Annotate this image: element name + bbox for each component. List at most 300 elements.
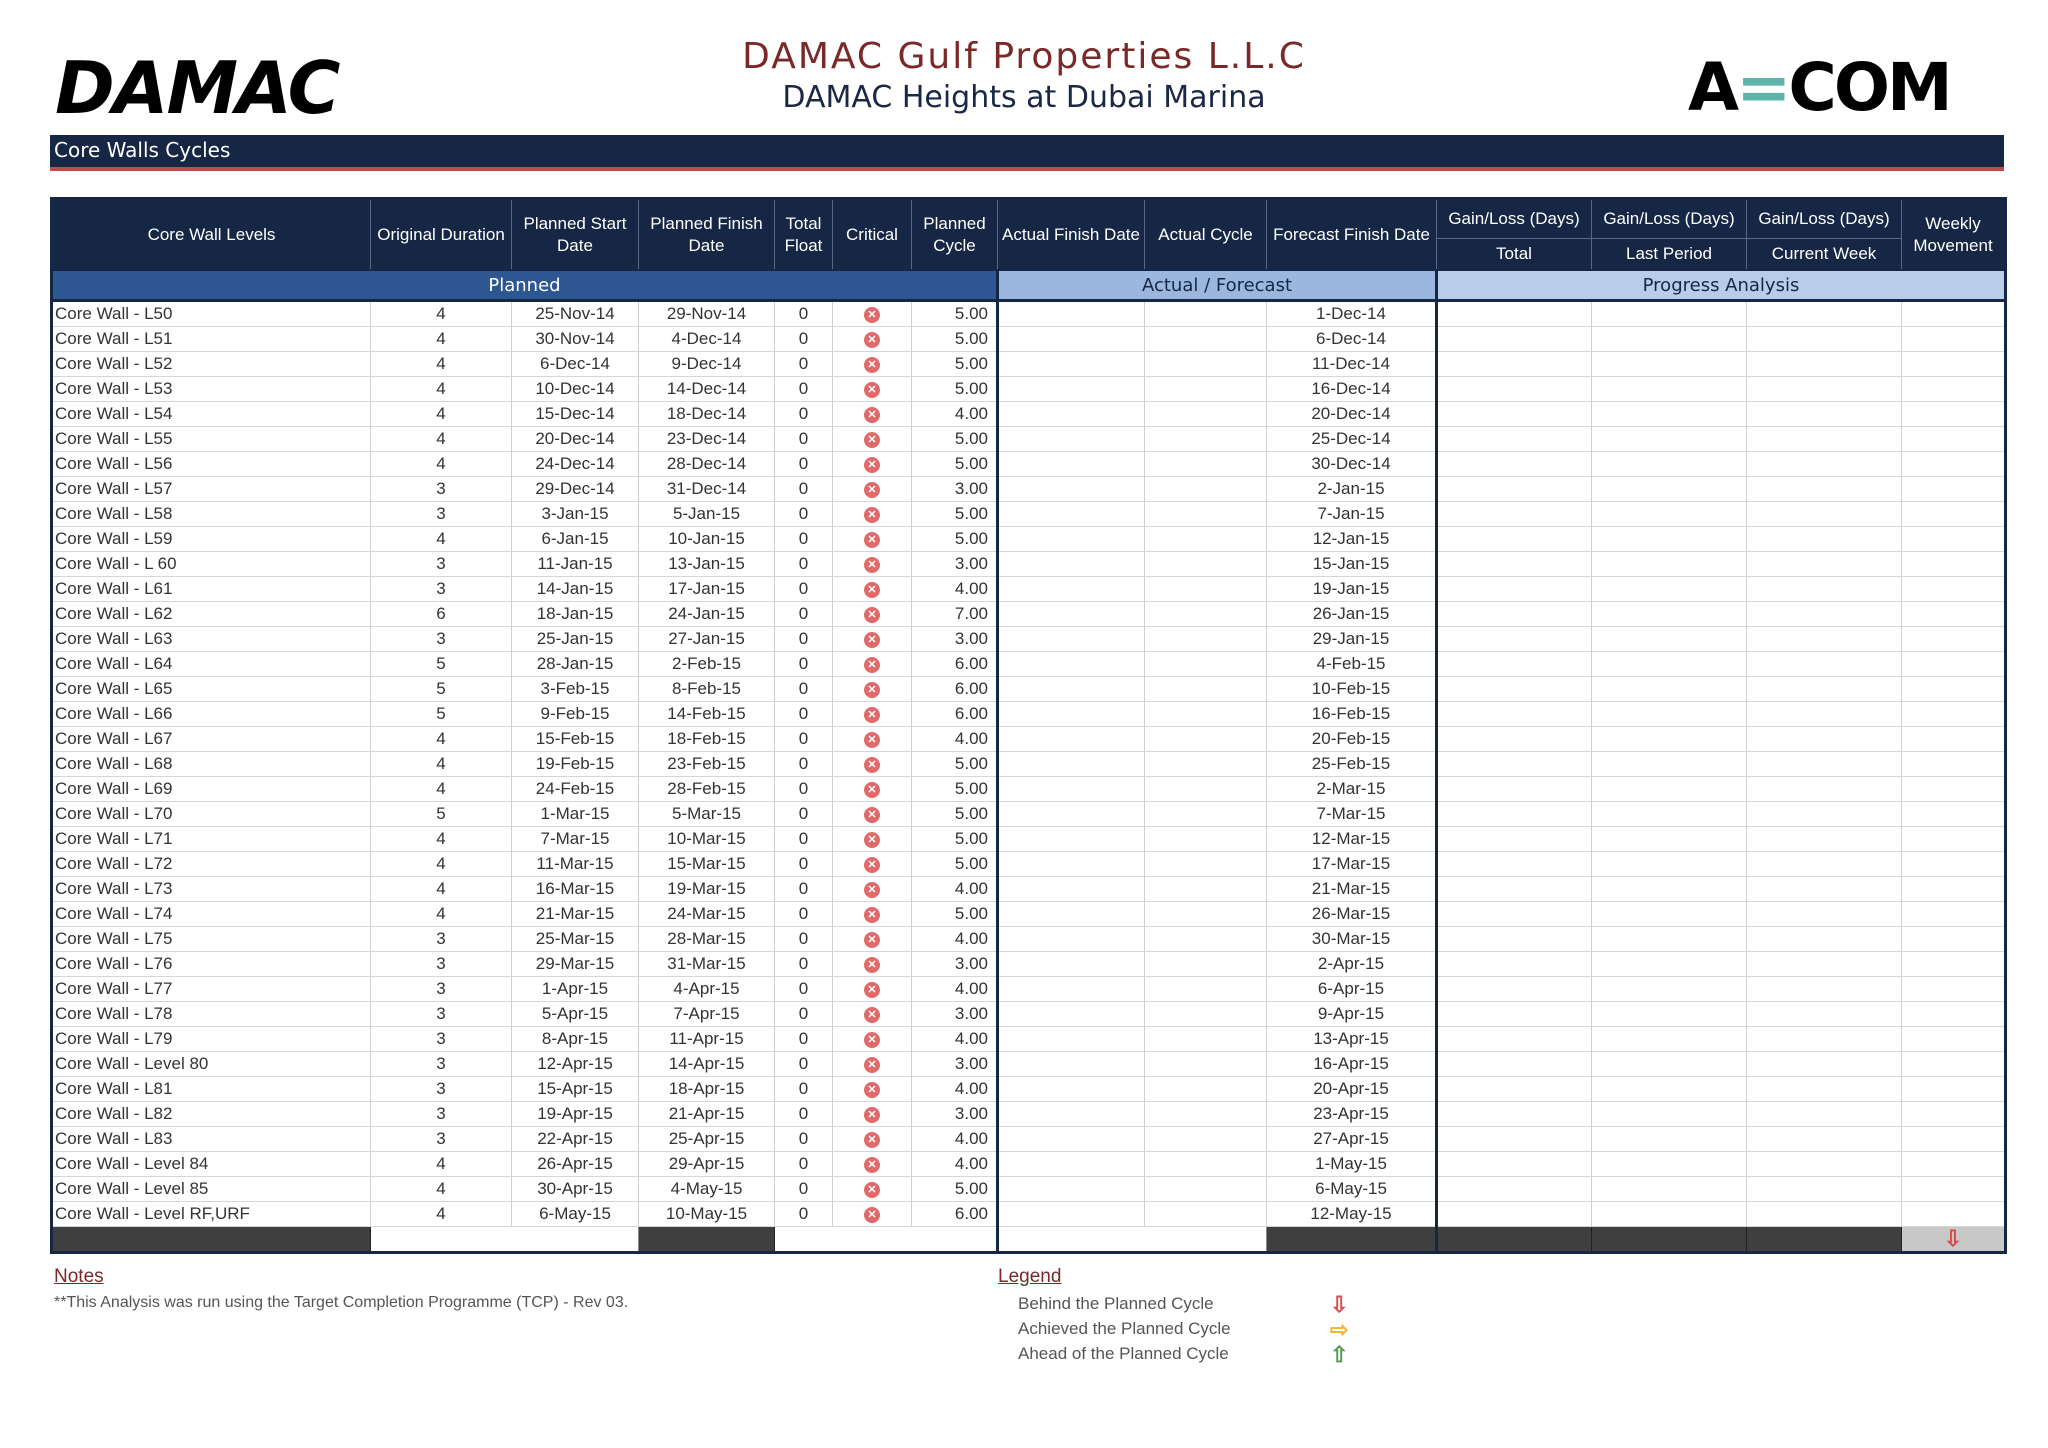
cell-gain-loss-total: [1437, 377, 1592, 402]
cell-level: Core Wall - L74: [52, 902, 371, 927]
table-row: [52, 577, 2006, 602]
company-name: DAMAC Gulf Properties L.L.C: [742, 36, 1306, 77]
cell-original-duration: 4: [371, 452, 512, 477]
cell-actual-finish: [998, 777, 1145, 802]
footer-cell: [1437, 1227, 1592, 1253]
cell-level: Core Wall - L78: [52, 1002, 371, 1027]
cell-gain-loss-last-period: [1592, 677, 1747, 702]
cell-gain-loss-last-period: [1592, 377, 1747, 402]
cell-actual-finish: [998, 502, 1145, 527]
cell-gain-loss-total: [1437, 602, 1592, 627]
cell-gain-loss-total: [1437, 577, 1592, 602]
cell-actual-cycle: [1145, 1027, 1267, 1052]
cell-total-float: 0: [775, 602, 833, 627]
x-circle-icon: ✕: [864, 482, 880, 498]
cell-gain-loss-last-period: [1592, 652, 1747, 677]
cell-level: Core Wall - L81: [52, 1077, 371, 1102]
cell-forecast-finish: 26-Mar-15: [1267, 902, 1437, 927]
cell-actual-finish: [998, 402, 1145, 427]
cell-gain-loss-total: [1437, 1177, 1592, 1202]
cell-gain-loss-current-week: [1747, 627, 1902, 652]
cell-gain-loss-total: [1437, 927, 1592, 952]
cell-planned-finish: 10-Jan-15: [639, 527, 775, 552]
x-circle-icon: ✕: [864, 632, 880, 648]
table-row: [52, 1152, 2006, 1177]
cell-gain-loss-current-week: [1747, 1177, 1902, 1202]
cell-planned-cycle: 5.00: [912, 427, 998, 452]
cell-planned-finish: 18-Apr-15: [639, 1077, 775, 1102]
cell-total-float: 0: [775, 327, 833, 352]
cell-weekly-movement: [1902, 952, 2006, 977]
cell-actual-finish: [998, 902, 1145, 927]
footer-cell: [1747, 1227, 1902, 1253]
group-planned: Planned: [52, 270, 998, 301]
cell-original-duration: 3: [371, 1027, 512, 1052]
table-body: [52, 301, 2006, 1227]
cell-planned-start: 22-Apr-15: [512, 1127, 639, 1152]
cell-actual-cycle: [1145, 377, 1267, 402]
cell-gain-loss-last-period: [1592, 927, 1747, 952]
cell-total-float: 0: [775, 477, 833, 502]
cell-planned-finish: 21-Apr-15: [639, 1102, 775, 1127]
cell-planned-cycle: 3.00: [912, 1052, 998, 1077]
cell-planned-start: 3-Feb-15: [512, 677, 639, 702]
cell-planned-finish: 10-May-15: [639, 1202, 775, 1227]
cell-weekly-movement: [1902, 927, 2006, 952]
cell-actual-finish: [998, 802, 1145, 827]
cell-gain-loss-total: [1437, 877, 1592, 902]
cell-planned-finish: 23-Feb-15: [639, 752, 775, 777]
project-name: DAMAC Heights at Dubai Marina: [782, 80, 1266, 115]
table-row: [52, 301, 2006, 327]
cell-critical: [833, 902, 912, 927]
cell-planned-cycle: 7.00: [912, 602, 998, 627]
cell-level: Core Wall - L79: [52, 1027, 371, 1052]
cell-original-duration: 3: [371, 477, 512, 502]
footer-cell: [775, 1227, 998, 1253]
cell-total-float: 0: [775, 1152, 833, 1177]
col-forecast-finish: Forecast Finish Date: [1267, 199, 1437, 271]
x-circle-icon: ✕: [864, 1107, 880, 1123]
cell-gain-loss-current-week: [1747, 377, 1902, 402]
table-row: [52, 1027, 2006, 1052]
cell-critical: [833, 1102, 912, 1127]
cell-forecast-finish: 23-Apr-15: [1267, 1102, 1437, 1127]
cell-level: Core Wall - L52: [52, 352, 371, 377]
cell-gain-loss-last-period: [1592, 1127, 1747, 1152]
cell-planned-finish: 15-Mar-15: [639, 852, 775, 877]
x-circle-icon: ✕: [864, 882, 880, 898]
cell-weekly-movement: [1902, 627, 2006, 652]
cell-total-float: 0: [775, 552, 833, 577]
cell-critical: [833, 952, 912, 977]
cell-forecast-finish: 10-Feb-15: [1267, 677, 1437, 702]
cell-original-duration: 4: [371, 1202, 512, 1227]
cell-planned-finish: 27-Jan-15: [639, 627, 775, 652]
cell-gain-loss-current-week: [1747, 877, 1902, 902]
cell-planned-cycle: 5.00: [912, 327, 998, 352]
cell-planned-cycle: 3.00: [912, 1002, 998, 1027]
cell-original-duration: 4: [371, 827, 512, 852]
cell-weekly-movement: [1902, 527, 2006, 552]
cell-gain-loss-last-period: [1592, 527, 1747, 552]
cell-gain-loss-last-period: [1592, 1002, 1747, 1027]
cell-actual-finish: [998, 301, 1145, 327]
col-planned-start: Planned Start Date: [512, 199, 639, 271]
cell-original-duration: 4: [371, 427, 512, 452]
cell-actual-cycle: [1145, 777, 1267, 802]
cell-gain-loss-current-week: [1747, 452, 1902, 477]
cell-forecast-finish: 26-Jan-15: [1267, 602, 1437, 627]
cell-planned-finish: 5-Mar-15: [639, 802, 775, 827]
cell-original-duration: 3: [371, 1127, 512, 1152]
cell-level: Core Wall - L77: [52, 977, 371, 1002]
cell-planned-finish: 4-Apr-15: [639, 977, 775, 1002]
cell-original-duration: 3: [371, 977, 512, 1002]
cell-gain-loss-total: [1437, 1102, 1592, 1127]
cell-critical: [833, 427, 912, 452]
cell-total-float: 0: [775, 1052, 833, 1077]
cell-level: Core Wall - L76: [52, 952, 371, 977]
cell-gain-loss-current-week: [1747, 352, 1902, 377]
cell-actual-finish: [998, 1177, 1145, 1202]
cell-weekly-movement: [1902, 727, 2006, 752]
cell-planned-cycle: 5.00: [912, 852, 998, 877]
cell-actual-cycle: [1145, 1177, 1267, 1202]
col-gain-loss-total: Total: [1437, 239, 1592, 271]
cell-planned-cycle: 3.00: [912, 627, 998, 652]
cell-original-duration: 3: [371, 552, 512, 577]
cell-gain-loss-total: [1437, 402, 1592, 427]
table-row: [52, 452, 2006, 477]
cell-gain-loss-current-week: [1747, 427, 1902, 452]
cell-gain-loss-last-period: [1592, 502, 1747, 527]
cell-forecast-finish: 11-Dec-14: [1267, 352, 1437, 377]
cell-original-duration: 4: [371, 1177, 512, 1202]
cell-gain-loss-total: [1437, 952, 1592, 977]
cell-level: Core Wall - L66: [52, 702, 371, 727]
cell-gain-loss-last-period: [1592, 477, 1747, 502]
cell-planned-start: 30-Apr-15: [512, 1177, 639, 1202]
cell-planned-start: 1-Apr-15: [512, 977, 639, 1002]
x-circle-icon: ✕: [864, 1182, 880, 1198]
table-row: [52, 1052, 2006, 1077]
x-circle-icon: ✕: [864, 682, 880, 698]
cell-gain-loss-last-period: [1592, 627, 1747, 652]
cell-original-duration: 6: [371, 602, 512, 627]
cell-weekly-movement: [1902, 1177, 2006, 1202]
cell-gain-loss-current-week: [1747, 477, 1902, 502]
cell-planned-cycle: 4.00: [912, 1027, 998, 1052]
cell-forecast-finish: 29-Jan-15: [1267, 627, 1437, 652]
cell-level: Core Wall - L64: [52, 652, 371, 677]
cell-planned-finish: 4-Dec-14: [639, 327, 775, 352]
cell-forecast-finish: 2-Jan-15: [1267, 477, 1437, 502]
cell-critical: [833, 577, 912, 602]
cell-original-duration: 4: [371, 877, 512, 902]
cell-weekly-movement: [1902, 402, 2006, 427]
cell-level: Core Wall - L69: [52, 777, 371, 802]
cell-critical: [833, 652, 912, 677]
legend-label: Behind the Planned Cycle: [1018, 1294, 1214, 1313]
cell-planned-cycle: 6.00: [912, 677, 998, 702]
cell-level: Core Wall - L57: [52, 477, 371, 502]
table-row: [52, 777, 2006, 802]
cell-planned-finish: 14-Dec-14: [639, 377, 775, 402]
cell-original-duration: 4: [371, 352, 512, 377]
cell-total-float: 0: [775, 452, 833, 477]
cell-actual-cycle: [1145, 502, 1267, 527]
cell-planned-start: 21-Mar-15: [512, 902, 639, 927]
cell-total-float: 0: [775, 927, 833, 952]
cell-total-float: 0: [775, 577, 833, 602]
cell-gain-loss-total: [1437, 902, 1592, 927]
cell-planned-finish: 7-Apr-15: [639, 1002, 775, 1027]
cell-level: Core Wall - L75: [52, 927, 371, 952]
cell-gain-loss-current-week: [1747, 727, 1902, 752]
cell-planned-start: 15-Dec-14: [512, 402, 639, 427]
table-row: [52, 602, 2006, 627]
cell-total-float: 0: [775, 402, 833, 427]
cell-planned-cycle: 4.00: [912, 927, 998, 952]
table-row: [52, 352, 2006, 377]
col-original-duration: Original Duration: [371, 199, 512, 271]
cell-actual-cycle: [1145, 527, 1267, 552]
legend-label: Ahead of the Planned Cycle: [1018, 1344, 1229, 1363]
cell-planned-cycle: 6.00: [912, 702, 998, 727]
cell-actual-finish: [998, 452, 1145, 477]
cell-gain-loss-total: [1437, 552, 1592, 577]
x-circle-icon: ✕: [864, 907, 880, 923]
cell-critical: [833, 777, 912, 802]
cell-planned-finish: 28-Mar-15: [639, 927, 775, 952]
cell-gain-loss-last-period: [1592, 352, 1747, 377]
cell-forecast-finish: 20-Dec-14: [1267, 402, 1437, 427]
cell-planned-start: 10-Dec-14: [512, 377, 639, 402]
cell-weekly-movement: [1902, 702, 2006, 727]
footer-cell: [52, 1227, 371, 1253]
cell-forecast-finish: 12-Jan-15: [1267, 527, 1437, 552]
cell-original-duration: 4: [371, 852, 512, 877]
cell-level: Core Wall - L62: [52, 602, 371, 627]
legend-label: Achieved the Planned Cycle: [1018, 1319, 1231, 1338]
cell-gain-loss-last-period: [1592, 802, 1747, 827]
cell-gain-loss-last-period: [1592, 402, 1747, 427]
cell-weekly-movement: [1902, 427, 2006, 452]
cell-actual-finish: [998, 602, 1145, 627]
cell-total-float: 0: [775, 1002, 833, 1027]
table-row: [52, 752, 2006, 777]
cell-weekly-movement: [1902, 352, 2006, 377]
cell-actual-finish: [998, 827, 1145, 852]
cell-weekly-movement: [1902, 327, 2006, 352]
table-row: [52, 952, 2006, 977]
cell-critical: [833, 527, 912, 552]
cell-actual-finish: [998, 1077, 1145, 1102]
cell-weekly-movement: [1902, 1152, 2006, 1177]
legend-heading: Legend: [998, 1266, 1062, 1287]
cell-critical: [833, 1177, 912, 1202]
x-circle-icon: ✕: [864, 507, 880, 523]
col-gain-loss-last-period: Last Period: [1592, 239, 1747, 271]
cell-gain-loss-last-period: [1592, 727, 1747, 752]
cell-planned-finish: 24-Jan-15: [639, 602, 775, 627]
cell-critical: [833, 627, 912, 652]
table-row: [52, 527, 2006, 552]
table-row: [52, 852, 2006, 877]
cell-weekly-movement: [1902, 652, 2006, 677]
cell-critical: [833, 852, 912, 877]
x-circle-icon: ✕: [864, 307, 880, 323]
cell-critical: [833, 752, 912, 777]
cell-actual-finish: [998, 327, 1145, 352]
cell-total-float: 0: [775, 802, 833, 827]
arrow-up-icon: ⇧: [1330, 1342, 1349, 1367]
cell-actual-cycle: [1145, 352, 1267, 377]
table-row: [52, 1177, 2006, 1202]
cell-critical: [833, 827, 912, 852]
cell-actual-cycle: [1145, 602, 1267, 627]
cell-actual-cycle: [1145, 1077, 1267, 1102]
cell-critical: [833, 702, 912, 727]
cell-gain-loss-last-period: [1592, 1102, 1747, 1127]
cell-weekly-movement: [1902, 502, 2006, 527]
cell-total-float: 0: [775, 877, 833, 902]
cell-planned-finish: 4-May-15: [639, 1177, 775, 1202]
cell-planned-start: 24-Dec-14: [512, 452, 639, 477]
cell-level: Core Wall - L50: [52, 301, 371, 327]
cell-forecast-finish: 25-Dec-14: [1267, 427, 1437, 452]
x-circle-icon: ✕: [864, 807, 880, 823]
cell-planned-cycle: 5.00: [912, 452, 998, 477]
cell-gain-loss-last-period: [1592, 977, 1747, 1002]
cell-critical: [833, 552, 912, 577]
cell-actual-cycle: [1145, 427, 1267, 452]
cell-original-duration: 4: [371, 752, 512, 777]
cell-forecast-finish: 30-Mar-15: [1267, 927, 1437, 952]
cell-planned-finish: 18-Feb-15: [639, 727, 775, 752]
cell-planned-start: 26-Apr-15: [512, 1152, 639, 1177]
cell-planned-finish: 19-Mar-15: [639, 877, 775, 902]
cell-actual-cycle: [1145, 877, 1267, 902]
cell-planned-start: 5-Apr-15: [512, 1002, 639, 1027]
cell-forecast-finish: 27-Apr-15: [1267, 1127, 1437, 1152]
table-row: [52, 877, 2006, 902]
cell-planned-start: 29-Dec-14: [512, 477, 639, 502]
cell-level: Core Wall - L72: [52, 852, 371, 877]
cell-gain-loss-total: [1437, 527, 1592, 552]
x-circle-icon: ✕: [864, 432, 880, 448]
cell-gain-loss-current-week: [1747, 1077, 1902, 1102]
legend-item-behind: [1018, 1294, 1348, 1319]
cell-forecast-finish: 2-Apr-15: [1267, 952, 1437, 977]
damac-logo: DAMAC: [55, 46, 339, 130]
cell-planned-finish: 29-Nov-14: [639, 301, 775, 327]
cell-planned-finish: 14-Feb-15: [639, 702, 775, 727]
cell-actual-finish: [998, 1152, 1145, 1177]
cell-total-float: 0: [775, 977, 833, 1002]
cell-actual-cycle: [1145, 1127, 1267, 1152]
cell-weekly-movement: [1902, 1027, 2006, 1052]
cell-gain-loss-current-week: [1747, 1127, 1902, 1152]
cell-level: Core Wall - L56: [52, 452, 371, 477]
cell-planned-cycle: 5.00: [912, 802, 998, 827]
cell-planned-cycle: 5.00: [912, 377, 998, 402]
cell-actual-cycle: [1145, 952, 1267, 977]
cell-planned-cycle: 6.00: [912, 652, 998, 677]
cell-actual-cycle: [1145, 1202, 1267, 1227]
cell-weekly-movement: [1902, 877, 2006, 902]
cell-level: Core Wall - Level 85: [52, 1177, 371, 1202]
cell-actual-finish: [998, 927, 1145, 952]
cell-planned-finish: 2-Feb-15: [639, 652, 775, 677]
cell-critical: [833, 1002, 912, 1027]
cell-gain-loss-current-week: [1747, 1152, 1902, 1177]
col-weekly-movement: Weekly Movement: [1902, 199, 2006, 271]
cell-weekly-movement: [1902, 752, 2006, 777]
table-row: [52, 802, 2006, 827]
cell-planned-cycle: 5.00: [912, 352, 998, 377]
cell-total-float: 0: [775, 627, 833, 652]
cell-gain-loss-last-period: [1592, 1027, 1747, 1052]
cell-actual-finish: [998, 427, 1145, 452]
cell-actual-finish: [998, 877, 1145, 902]
col-planned-finish: Planned Finish Date: [639, 199, 775, 271]
cell-weekly-movement: [1902, 777, 2006, 802]
cell-planned-start: 24-Feb-15: [512, 777, 639, 802]
col-gain-loss-current-week: Current Week: [1747, 239, 1902, 271]
cell-critical: [833, 402, 912, 427]
cell-gain-loss-total: [1437, 677, 1592, 702]
cell-original-duration: 4: [371, 527, 512, 552]
cell-weekly-movement: [1902, 377, 2006, 402]
cell-planned-cycle: 5.00: [912, 827, 998, 852]
cell-actual-finish: [998, 702, 1145, 727]
cell-planned-start: 6-Dec-14: [512, 352, 639, 377]
x-circle-icon: ✕: [864, 582, 880, 598]
cell-actual-cycle: [1145, 827, 1267, 852]
table-row: [52, 1002, 2006, 1027]
cell-level: Core Wall - L71: [52, 827, 371, 852]
cell-original-duration: 4: [371, 327, 512, 352]
cell-forecast-finish: 25-Feb-15: [1267, 752, 1437, 777]
table-row: [52, 827, 2006, 852]
cell-actual-cycle: [1145, 802, 1267, 827]
cell-planned-finish: 31-Dec-14: [639, 477, 775, 502]
cell-planned-cycle: 5.00: [912, 1177, 998, 1202]
cell-weekly-movement: [1902, 1052, 2006, 1077]
cell-actual-finish: [998, 977, 1145, 1002]
cell-total-float: 0: [775, 301, 833, 327]
cell-forecast-finish: 6-Dec-14: [1267, 327, 1437, 352]
table-row: [52, 652, 2006, 677]
cell-actual-cycle: [1145, 902, 1267, 927]
table-row: [52, 427, 2006, 452]
cell-planned-cycle: 4.00: [912, 1152, 998, 1177]
cell-planned-finish: 17-Jan-15: [639, 577, 775, 602]
table-row: [52, 1127, 2006, 1152]
cell-actual-cycle: [1145, 752, 1267, 777]
cell-planned-finish: 10-Mar-15: [639, 827, 775, 852]
x-circle-icon: ✕: [864, 607, 880, 623]
x-circle-icon: ✕: [864, 557, 880, 573]
cell-actual-finish: [998, 627, 1145, 652]
col-actual-cycle: Actual Cycle: [1145, 199, 1267, 271]
cell-level: Core Wall - L63: [52, 627, 371, 652]
cell-weekly-movement: [1902, 677, 2006, 702]
cell-weekly-movement: [1902, 827, 2006, 852]
cell-critical: [833, 1027, 912, 1052]
